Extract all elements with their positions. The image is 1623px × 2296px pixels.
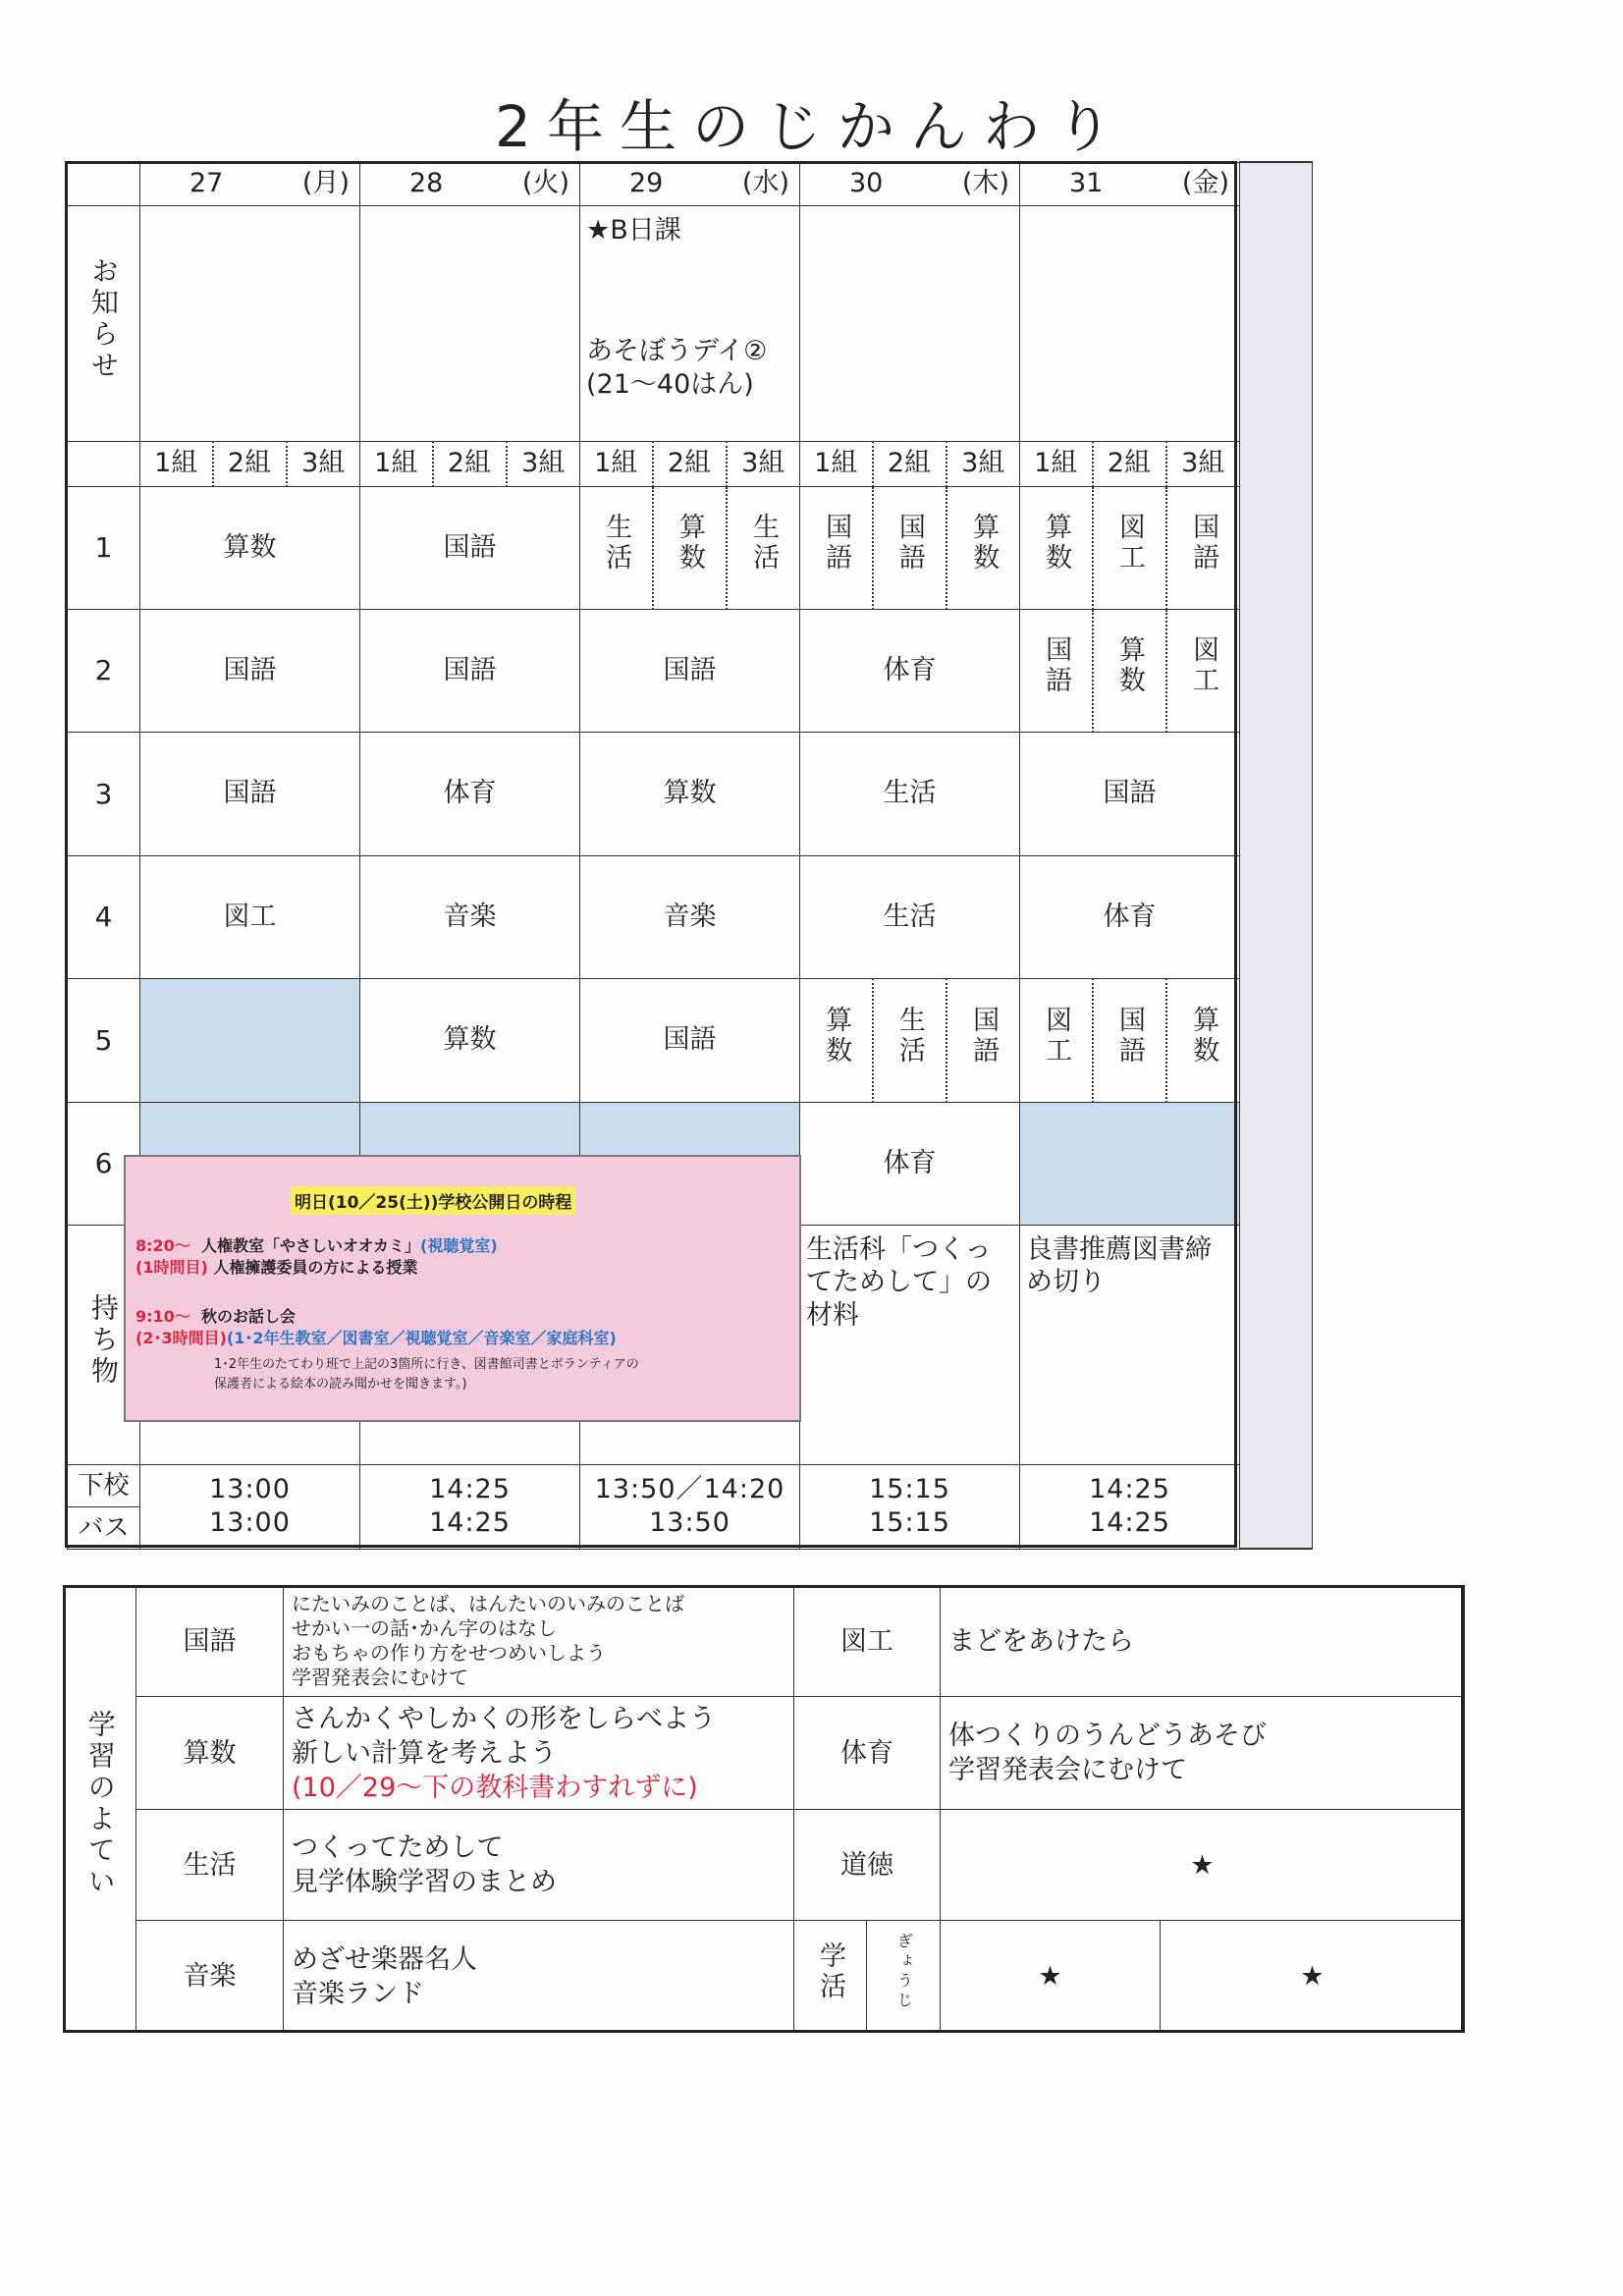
study-plan-table	[63, 1585, 1465, 2033]
lesson-cell: 算数	[360, 978, 580, 1102]
subject-zuko: 図工	[794, 1586, 941, 1697]
period-3-row	[68, 732, 1313, 855]
lesson-cell: 国語	[947, 978, 1020, 1102]
lesson-cell: 生活	[580, 486, 653, 609]
corner-cell	[68, 162, 140, 205]
day-header-wed: 29 (水)	[580, 162, 800, 205]
plan-taiiku: 体つくりのうんどうあそび 学習発表会にむけて	[941, 1697, 1465, 1810]
lesson-cell: 国語	[873, 486, 947, 609]
lesson-cell: 国語	[1020, 732, 1240, 855]
open-school-day-notice: 明日(10／25(土))学校公開日の時程 8:20～ 人権教室「やさしいオオカミ」(視聴覚室) (1時間目) 人権擁護委員の方による授業 9:10～ 秋のお話し会 (2･3時間目)(1･2年生教室／図書室／視聴覚室／音楽室／家庭科室) 1･2年生のたてわり班で上記の3箇所に行き、図書館司書とボランティアの 保護者による絵本の読み聞かせを聞きます。)	[124, 1155, 801, 1422]
plan-gakkatsu-a: ★	[941, 1921, 1161, 2033]
plan-ongaku: めざせ楽器名人 音楽ランド	[284, 1921, 794, 2033]
notice-tue	[360, 205, 580, 441]
lesson-cell: 体育	[360, 732, 580, 855]
period-1-row	[68, 486, 1313, 609]
lesson-cell: 算数	[1020, 486, 1093, 609]
belongings-fri: 良書推薦図書締め切り	[1020, 1225, 1240, 1464]
dismissal-label: 下校	[68, 1465, 139, 1507]
notice-label: お知らせ	[68, 205, 140, 441]
lesson-cell: 算数	[580, 732, 800, 855]
lesson-cell: 図工	[140, 855, 360, 978]
notice-mon	[140, 205, 360, 441]
day-header-tue: 28 (火)	[360, 162, 580, 205]
lesson-cell: 国語	[360, 609, 580, 732]
plan-kokugo: にたいみのことば、はんたいのいみのことば せかい一の話･かん字のはなし おもちゃの作り方をせつめいしよう 学習発表会にむけて	[284, 1586, 794, 1697]
time-cell-thu: 15:15 15:15	[800, 1464, 1020, 1549]
plan-sansu: さんかくやしかくの形をしらべよう 新しい計算を考えよう (10／29～下の教科書わすれずに)	[284, 1697, 794, 1810]
period-4-row	[68, 855, 1313, 978]
lesson-cell: 国語	[800, 486, 873, 609]
plan-zuko: まどをあけたら	[941, 1586, 1465, 1697]
class-label-row: 1組 2組 3組 1組 2組 3組 1組 2組 3組 1組 2組 3組 1組 2組 3組	[68, 441, 1313, 486]
lesson-cell: 算数	[1093, 609, 1166, 732]
period-5-row	[68, 978, 1313, 1102]
period-label: 4	[68, 855, 140, 978]
lesson-cell: 算数	[140, 486, 360, 609]
empty-cell	[1020, 1102, 1240, 1225]
page-title: 2年生のじかんわり	[495, 93, 1128, 160]
lesson-cell: 国語	[140, 609, 360, 732]
lesson-cell: 音楽	[360, 855, 580, 978]
bus-label: バス	[78, 1512, 130, 1543]
period-label: 1	[68, 486, 140, 609]
plan-dotoku: ★	[941, 1809, 1465, 1920]
notice-wed: ★B日課 あそぼうデイ② (21～40はん)	[580, 205, 800, 441]
lesson-cell: 図工	[1020, 978, 1093, 1102]
lesson-cell: 算数	[800, 978, 873, 1102]
lesson-cell: 生活	[727, 486, 800, 609]
period-label: 6	[68, 1102, 140, 1225]
day-header-mon: 27 (月)	[140, 162, 360, 205]
time-cell-fri: 14:25 14:25	[1020, 1464, 1240, 1549]
period-label: 2	[68, 609, 140, 732]
subject-taiiku: 体育	[794, 1697, 941, 1810]
time-cell-mon: 13:00 13:00	[140, 1464, 360, 1549]
period-2-row	[68, 609, 1313, 732]
lesson-cell: 生活	[800, 732, 1020, 855]
time-cell-wed: 13:50／14:20 13:50	[580, 1464, 800, 1549]
lesson-cell: 算数	[653, 486, 727, 609]
lesson-cell: 国語	[140, 732, 360, 855]
lesson-cell: 体育	[1020, 855, 1240, 978]
period-label: 5	[68, 978, 140, 1102]
times-row	[68, 1464, 1313, 1549]
notice-heading: 明日(10／25(土))学校公開日の時程	[291, 1186, 575, 1215]
lesson-cell: 図工	[1166, 609, 1240, 732]
lesson-cell: 生活	[800, 855, 1020, 978]
lesson-cell: 国語	[580, 978, 800, 1102]
belongings-label: 持ち物	[68, 1225, 140, 1464]
lesson-cell: 体育	[800, 609, 1020, 732]
empty-cell	[140, 978, 360, 1102]
subject-seikatsu: 生活	[136, 1809, 284, 1920]
blank-gray-column	[1240, 162, 1313, 1549]
subject-gakkatsu: 学活	[794, 1921, 867, 2033]
lesson-cell: 国語	[580, 609, 800, 732]
lesson-cell: 生活	[873, 978, 947, 1102]
plan-seikatsu: つくってためして 見学体験学習のまとめ	[284, 1809, 794, 1920]
notice-fri	[1020, 205, 1240, 441]
lesson-cell: 体育	[800, 1102, 1020, 1225]
day-header-thu: 30 (木)	[800, 162, 1020, 205]
subject-sansu: 算数	[136, 1697, 284, 1810]
lesson-cell: 音楽	[580, 855, 800, 978]
lesson-cell: 国語	[1093, 978, 1166, 1102]
subject-gakkatsu-sub: ぎょうじ	[867, 1921, 941, 2033]
lesson-cell: 国語	[360, 486, 580, 609]
belongings-thu: 生活科「つくってためして」の材料	[800, 1225, 1020, 1464]
period-label: 3	[68, 732, 140, 855]
subject-kokugo: 国語	[136, 1586, 284, 1697]
lesson-cell: 国語	[1020, 609, 1093, 732]
lesson-cell: 図工	[1093, 486, 1166, 609]
study-label: 学習のよてい	[64, 1586, 136, 2033]
lesson-cell: 国語	[1166, 486, 1240, 609]
subject-ongaku: 音楽	[136, 1921, 284, 2033]
lesson-cell: 算数	[947, 486, 1020, 609]
lesson-cell: 算数	[1166, 978, 1240, 1102]
time-cell-tue: 14:25 14:25	[360, 1464, 580, 1549]
day-header-fri: 31 (金)	[1020, 162, 1240, 205]
plan-gakkatsu-b: ★	[1161, 1921, 1465, 2033]
subject-dotoku: 道徳	[794, 1809, 941, 1920]
notice-thu	[800, 205, 1020, 441]
